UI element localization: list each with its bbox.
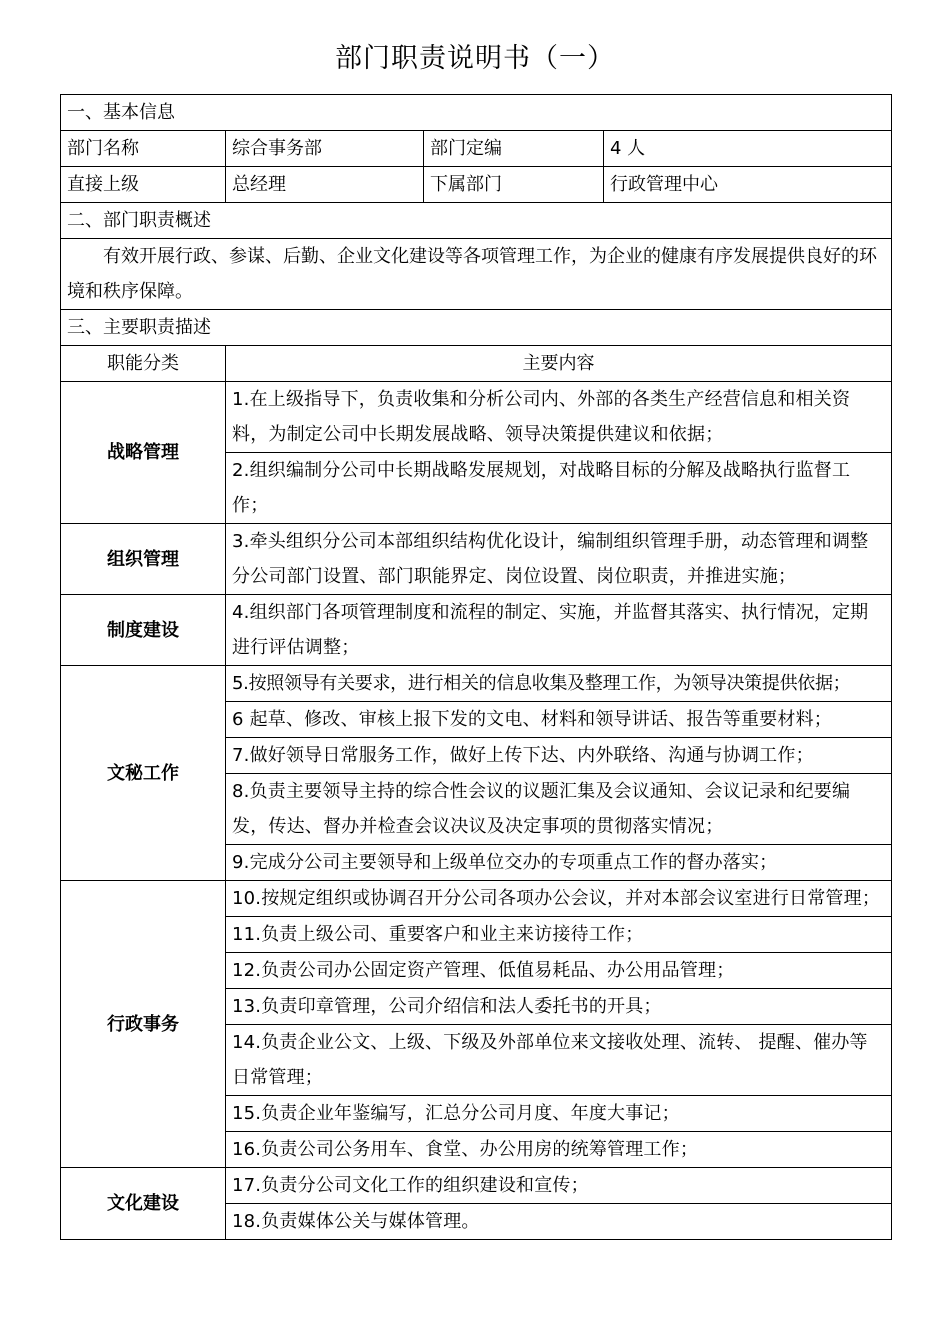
dept-name-value: 综合事务部 — [226, 131, 424, 167]
section-overview: 二、部门职责概述 — [61, 203, 892, 239]
headcount-value: 4 人 — [604, 131, 892, 167]
column-header-content: 主要内容 — [226, 346, 892, 382]
category-culture: 文化建设 — [61, 1168, 226, 1240]
duty-item: 2.组织编制分公司中长期战略发展规划，对战略目标的分解及战略执行监督工作； — [226, 453, 892, 524]
subordinate-value: 行政管理中心 — [604, 167, 892, 203]
dept-name-label: 部门名称 — [61, 131, 226, 167]
duty-item: 17.负责分公司文化工作的组织建设和宣传； — [226, 1168, 892, 1204]
category-secretarial: 文秘工作 — [61, 666, 226, 881]
superior-label: 直接上级 — [61, 167, 226, 203]
subordinate-label: 下属部门 — [424, 167, 604, 203]
duty-item: 11.负责上级公司、重要客户和业主来访接待工作； — [226, 917, 892, 953]
superior-value: 总经理 — [226, 167, 424, 203]
duty-item: 14.负责企业公文、上级、下级及外部单位来文接收处理、流转、 提醒、催办等日常管理； — [226, 1025, 892, 1096]
duty-item: 7.做好领导日常服务工作，做好上传下达、内外联络、沟通与协调工作； — [226, 738, 892, 774]
duty-item: 13.负责印章管理，公司介绍信和法人委托书的开具； — [226, 989, 892, 1025]
duty-item: 8.负责主要领导主持的综合性会议的议题汇集及会议通知、会议记录和纪要编发，传达、督办并检查会议决议及决定事项的贯彻落实情况； — [226, 774, 892, 845]
responsibility-table — [60, 94, 892, 1240]
section-duties: 三、主要职责描述 — [61, 310, 892, 346]
document-title: 部门职责说明书（一） — [335, 43, 615, 74]
duty-item: 16.负责公司公务用车、食堂、办公用房的统筹管理工作； — [226, 1132, 892, 1168]
headcount-label: 部门定编 — [424, 131, 604, 167]
category-organization: 组织管理 — [61, 524, 226, 595]
duty-item: 10.按规定组织或协调召开分公司各项办公会议，并对本部会议室进行日常管理； — [226, 881, 892, 917]
category-administration: 行政事务 — [61, 881, 226, 1168]
category-strategy: 战略管理 — [61, 382, 226, 524]
overview-text: 有效开展行政、参谋、后勤、企业文化建设等各项管理工作，为企业的健康有序发展提供良好的环境和秩序保障。 — [61, 239, 892, 310]
column-header-category: 职能分类 — [61, 346, 226, 382]
section-basic-info: 一、基本信息 — [61, 95, 892, 131]
duty-item: 12.负责公司办公固定资产管理、低值易耗品、办公用品管理； — [226, 953, 892, 989]
duty-item: 9.完成分公司主要领导和上级单位交办的专项重点工作的督办落实； — [226, 845, 892, 881]
duty-item: 15.负责企业年鉴编写，汇总分公司月度、年度大事记； — [226, 1096, 892, 1132]
duty-item: 3.牵头组织分公司本部组织结构优化设计，编制组织管理手册，动态管理和调整分公司部门设置、部门职能界定、岗位设置、岗位职责，并推进实施； — [226, 524, 892, 595]
duty-item: 1.在上级指导下，负责收集和分析公司内、外部的各类生产经营信息和相关资料，为制定公司中长期发展战略、领导决策提供建议和依据； — [226, 382, 892, 453]
category-policy: 制度建设 — [61, 595, 226, 666]
duty-item: 6 起草、修改、审核上报下发的文电、材料和领导讲话、报告等重要材料； — [226, 702, 892, 738]
duty-item: 4.组织部门各项管理制度和流程的制定、实施，并监督其落实、执行情况，定期进行评估调整； — [226, 595, 892, 666]
duty-item: 5.按照领导有关要求，进行相关的信息收集及整理工作，为领导决策提供依据； — [226, 666, 892, 702]
duty-item: 18.负责媒体公关与媒体管理。 — [226, 1204, 892, 1240]
